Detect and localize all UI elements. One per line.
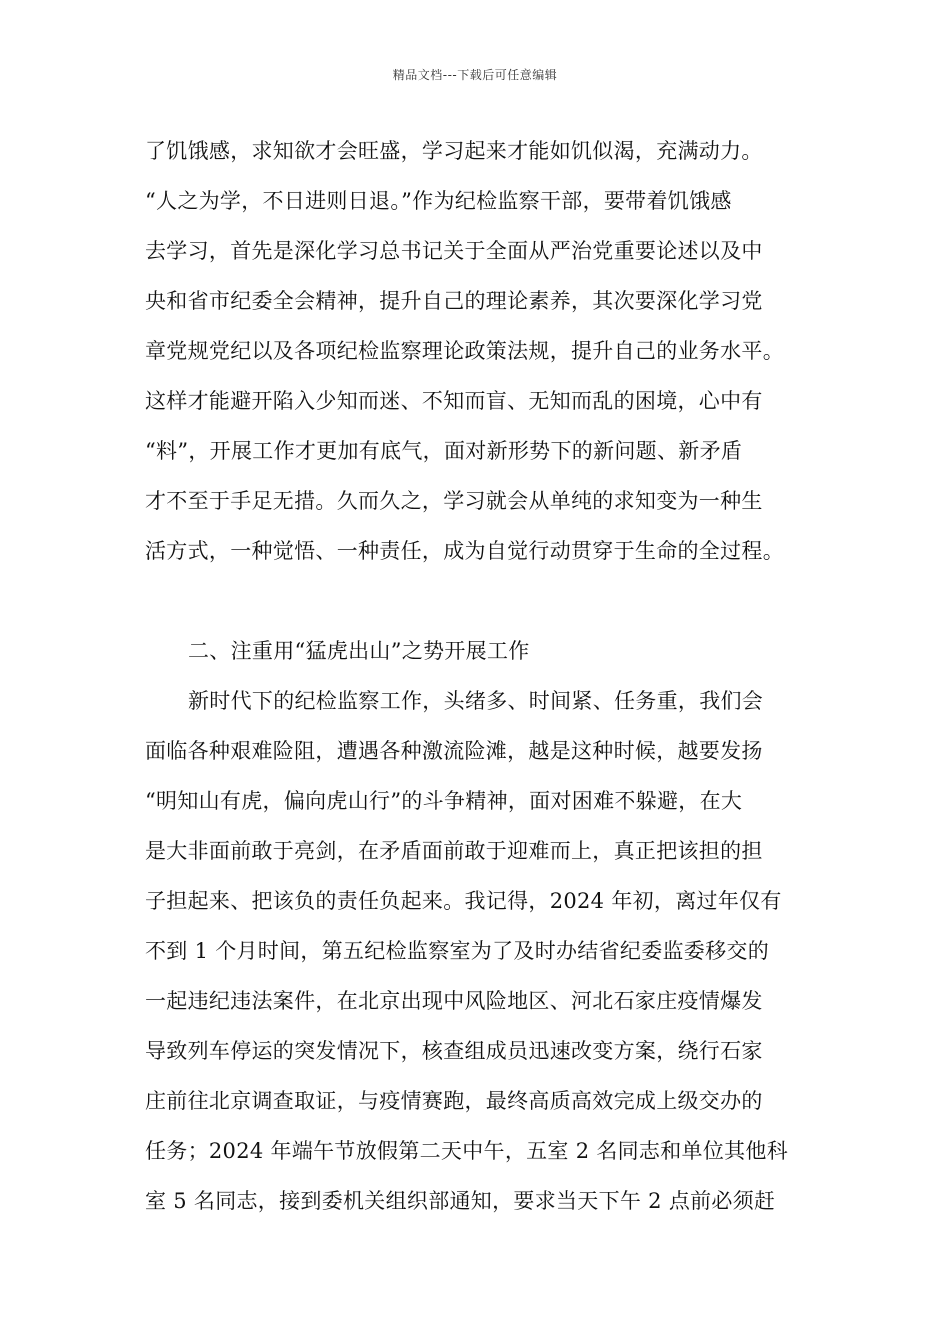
body-line: “明知山有虎，偏向虎山行”的斗争精神，面对困难不躲避，在大 (145, 789, 743, 813)
body-line: 章党规党纪以及各项纪检监察理论政策法规，提升自己的业务水平。 (145, 339, 784, 363)
body-line: “料”，开展工作才更加有底气，面对新形势下的新问题、新矛盾 (145, 439, 743, 463)
body-line: 导致列车停运的突发情况下，核查组成员迅速改变方案，绕行石家 (145, 1039, 763, 1063)
body-line: 室 5 名同志，接到委机关组织部通知，要求当天下午 2 点前必须赶 (145, 1189, 776, 1213)
body-line: 央和省市纪委全会精神，提升自己的理论素养，其次要深化学习党 (145, 289, 763, 313)
body-line: 新时代下的纪检监察工作，头绪多、时间紧、任务重，我们会 (188, 689, 764, 713)
body-line: 这样才能避开陷入少知而迷、不知而盲、无知而乱的困境，心中有 (145, 389, 763, 413)
body-line: 子担起来、把该负的责任负起来。我记得，2024 年初，离过年仅有 (145, 889, 782, 913)
body-line: 不到 1 个月时间，第五纪检监察室为了及时办结省纪委监委移交的 (145, 939, 770, 963)
body-line: 去学习，首先是深化学习总书记关于全面从严治党重要论述以及中 (145, 239, 763, 263)
body-line: 庄前往北京调查取证，与疫情赛跑，最终高质高效完成上级交办的 (145, 1089, 763, 1113)
body-line: 了饥饿感，求知欲才会旺盛，学习起来才能如饥似渴，充满动力。 (145, 139, 763, 163)
body-line: 才不至于手足无措。久而久之，学习就会从单纯的求知变为一种生 (145, 489, 763, 513)
body-line: 一起违纪违法案件，在北京出现中风险地区、河北石家庄疫情爆发 (145, 989, 763, 1013)
body-line: 是大非面前敢于亮剑，在矛盾面前敢于迎难而上，真正把该担的担 (145, 839, 763, 863)
body-line: 任务；2024 年端午节放假第二天中午，五室 2 名同志和单位其他科 (145, 1139, 789, 1163)
section-heading: 二、注重用“猛虎出山”之势开展工作 (188, 639, 530, 663)
body-line: 活方式，一种觉悟、一种责任，成为自觉行动贯穿于生命的全过程。 (145, 539, 784, 563)
page-header: 精品文档---下载后可任意编辑 (392, 68, 558, 82)
body-line: “人之为学，不日进则日退。”作为纪检监察干部，要带着饥饿感 (145, 189, 732, 213)
body-line: 面临各种艰难险阻，遭遇各种激流险滩，越是这种时候，越要发扬 (145, 739, 763, 763)
